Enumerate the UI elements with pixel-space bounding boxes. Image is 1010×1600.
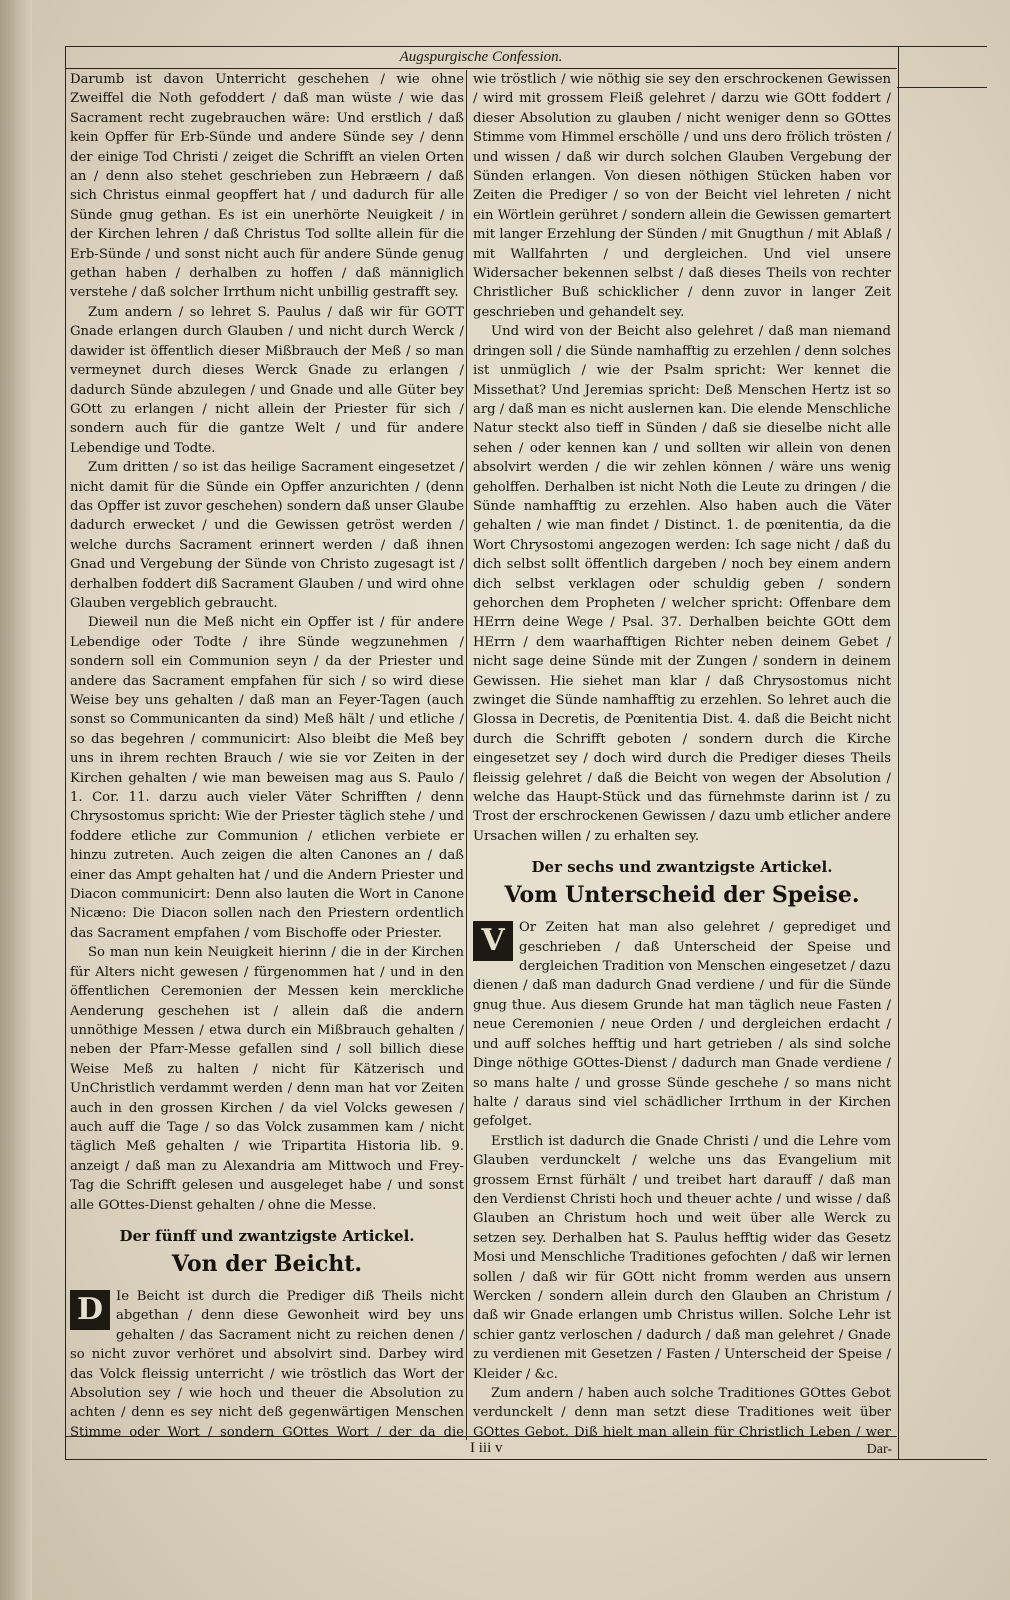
article-25-title: Von der Beicht. — [171, 1250, 363, 1277]
article-25-body: Ie Beicht ist durch die Prediger diß Theils nicht abgethan / denn diese Gewonheit wird bey uns gehalten / das Sacrament nicht zu reichen denen / so nicht zuvor verhöret und absolvirt sind. Darbey wird das Volck fleissig unterricht / wie tröstlich das Wort der Absolution sey / wie hoch und theuer die Absolution zu achten / denn es sey nicht deß gegenwärtigen Menschen Stimme oder Wort / sondern GOttes Wort / der da die — [70, 1288, 464, 1440]
running-header: Augspurgische Confession. — [65, 46, 897, 69]
article-26-subtitle: Der sechs und zwantzigste Artickel. — [531, 858, 833, 877]
paragraph: Zum andern / haben auch solche Traditiones GOttes Gebot verdunckelt / denn man setzt diese Traditiones weit über GOttes Gebot. Diß hielt man allein für Christlich Leben / wer — [473, 1386, 891, 1440]
article-26-title: Vom Unterscheid der Speise. — [504, 882, 860, 909]
margin-rule — [897, 87, 987, 88]
paragraph: Erstlich ist dadurch die Gnade Christi / und die Lehre vom Glauben verdunckelt / welche uns das Evangelium mit grossem Ernst fürhält / und treibet hart darauff / daß man den Verdienst Christi hoch und theuer achte / und wisse / daß Glauben an Christum hoch und weit über alle Werck zu setzen sey. Derhalben hat S. Paulus hefftig wider das Gesetz Mosi und Menschliche Traditiones gefochten / daß wir lernen sollen / daß wir für GOtt nicht fromm werden aus unsern Wercken / sondern allein durch den Glauben an Christum / daß wir Gnade erlangen umb Christus willen. Solche Lehr ist schier gantz verloschen / dadurch / daß man gelehret / Gnade zu verdienen mit Gesetzen / Fasten / Unterscheid der Speise / Kleider / &c. — [473, 1133, 891, 1382]
paragraph: Darumb ist davon Unterricht geschehen / wie ohne Zweiffel die Noth gefoddert / daß man wüste / wie das Sacrament recht zugebrauchen wäre: Und erstlich / daß kein Opffer für Erb-Sünde und andere Sünde sey / denn der einige Tod Christi / zeiget die Schrifft an vielen Orten an / denn also stehet geschrieben zun Hebræern / daß sich Christus einmal geopffert hat / und dadurch für alle Sünde gnug gethan. Es ist ein unerhörte Neuigkeit / in der Kirchen lehren / daß Christus Tod sollte allein für die Erb-Sünde / und sonst nicht auch für andere Sünde genug gethan haben / derhalben zu hoffen / daß männiglich verstehe / daß solcher Irrthum nicht unbillig gestrafft sey. — [70, 72, 464, 301]
article-25-subtitle: Der fünff und zwantzigste Artickel. — [119, 1226, 415, 1245]
paragraph: Zum dritten / so ist das heilige Sacrament eingesetzet / nicht damit für die Sünde ein Opffer anzurichten / (denn das Opffer ist zuvor geschehen) sondern daß unser Glaube dadurch erwecket / und die Gewissen getröst werden / welche durchs Sacrament erinnert werden / daß ihnen Gnad und Vergebung der Sünde von Christo zugesagt ist / derhalben foddert diß Sacrament Glauben / und wird ohne Glauben vergeblich gebraucht. — [70, 460, 464, 611]
paragraph: So man nun kein Neuigkeit hierinn / die in der Kirchen für Alters nicht gewesen / fürgenommen hat / und in den öffentlichen Ceremonien der Messen kein merckliche Aenderung geschehen ist / allein daß die andern unnöthige Messen / etwa durch ein Mißbrauch gehalten / neben der Pfarr-Messe gefallen sind / soll billich diese Weise Meß zu halten / nicht für Kätzerisch und UnChristlich verdammt werden / denn man hat vor Zeiten auch in den grossen Kirchen / da viel Volcks gewesen / auch auff die Tage / so das Volck zusammen kam / nicht täglich Meß gehalten / wie Tripartita Historia lib. 9. anzeigt / daß man zu Alexandria am Mittwoch und Frey-Tag die Schrifft gelesen und ausgeleget habe / und sonst alle GOttes-Dienst gehalten / ohne die Messe. — [70, 945, 464, 1213]
dropcap-initial: D — [70, 1290, 110, 1330]
article-26-body: Or Zeiten hat man also gelehret / geprediget und geschrieben / daß Unterscheid der Speise und dergleichen Tradition von Menschen eingesetzet / dazu dienen / daß man dadurch Gnad verdiene / und für die Sünde gnug thue. Aus diesem Grunde hat man täglich neue Fasten / neue Ceremonien / neue Orden / und dergleichen erdacht / und auff solches hefftig und hart getrieben / als sind solche Dinge nöthige GOttes-Dienst / dadurch man Gnade verdiene / so mans halte / und grosse Sünde geschehe / so mans nicht halte / daraus sind viel schädlicher Irrthum in der Kirchen gefolget. — [473, 920, 891, 1130]
article-25-text — [70, 1287, 464, 1440]
left-column — [70, 70, 464, 1440]
column-divider — [466, 70, 467, 1440]
dropcap-initial: V — [473, 921, 513, 961]
paragraph: wie tröstlich / wie nöthig sie sey den erschrockenen Gewissen / wird mit grossem Fleiß gelehret / darzu wie GOtt foddert / dieser Absolution zu glauben / nicht weniger denn so GOttes Stimme vom Himmel erschölle / und uns dero frölich trösten / und wissen / daß wir durch solchen Glauben Vergebung der Sünden erlangen. Von diesen nöthigen Stücken haben vor Zeiten die Prediger / so von der Beicht viel lehreten / nicht ein Wörtlein gerühret / sondern allein die Gewissen gemartert mit langer Erzehlung der Sünden / mit Gnugthun / mit Ablaß / mit Wallfahrten / und dergleichen. Und viel unsere Widersacher bekennen selbst / daß dieses Theils von rechter Christlicher Buß schicklicher / denn zuvor in langer Zeit geschrieben und gehandelt sey. — [473, 72, 891, 320]
bottom-rule — [65, 1436, 897, 1437]
catchword: Dar- — [866, 1442, 892, 1457]
page-gutter — [0, 0, 32, 1600]
signature-mark: I iii v — [470, 1440, 503, 1456]
margin-column — [897, 46, 987, 1460]
paragraph: Und wird von der Beicht also gelehret / daß man niemand dringen soll / die Sünde namhafftig zu erzehlen / denn solches ist unmüglich / wie der Psalm spricht: Wer kennet die Missethat? Und Jeremias spricht: Deß Menschen Hertz ist so arg / daß man es nicht auslernen kan. Die elende Menschliche Natur steckt also tieff in Sünden / daß sie dieselbe nicht alle sehen / oder kennen kan / und sollten wir allein von denen absolvirt werden / die wir zehlen können / wäre uns wenig geholffen. Derhalben ist nicht Noth die Leute zu dringen / die Sünde namhafftig zu erzehlen. Also haben auch die Väter gehalten / wie man findet / Distinct. 1. de pœnitentia, da die Wort Chrysostomi angezogen werden: Ich sage nicht / daß du dich selbst sollt öffentlich dargeben / noch bey einem andern dich selbst verklagen oder schuldig geben / sondern gehorchen dem Propheten / welcher spricht: Offenbare dem HErrn deine Wege / Psal. 37. Derhalben beichte GOtt dem HErrn / dem waarhafftigen Richter neben deinem Gebet / nicht sage deine Sünde mit der Zungen / sondern in deinem Gewissen. Hie siehet man klar / daß Chrysostomus nicht zwinget die Sünde namhafftig zu erzehlen. So lehret auch die Glossa in Decretis, de Pœnitentia Dist. 4. daß die Beicht nicht durch die Schrifft geboten / sondern durch die Kirche eingesetzet sey / doch wird durch die Prediger dieses Theils fleissig gelehret / daß die Beicht von wegen der Absolution / welche das Haupt-Stück und das fürnehmste darinn ist / zu Trost der erschrockenen Gewissen / dazu umb etlicher andere Ursachen willen / zu erhalten sey. — [473, 324, 891, 844]
article-26-text — [473, 918, 891, 1131]
right-column — [473, 70, 891, 1440]
paragraph: Dieweil nun die Meß nicht ein Opffer ist / für andere Lebendige oder Todte / ihre Sünde wegzunehmen / sondern soll ein Communion seyn / da der Priester und andere das Sacrament empfahen für sich / so wird diese Weise bey uns gehalten / daß man an Feyer-Tagen (auch sonst so Communicanten da sind) Meß hält / und etliche / so das begehren / communicirt: Also bleibt die Meß bey uns in ihrem rechten Brauch / wie sie vor Zeiten in der Kirchen gehalten / wie man beweisen mag aus S. Paulo / 1. Cor. 11. darzu auch vieler Väter Schrifften / denn Chrysostomus spricht: Wie der Priester täglich stehe / und foddere etliche zur Communion / etlichen verbiete er hinzu zutreten. Auch zeigen die alten Canones an / daß einer das Ampt gehalten hat / und die Andern Priester und Diacon communicirt: Denn also lauten die Wort in Canone Nicæno: Die Diacon sollen nach den Priestern ordentlich das Sacrament empfahen / vom Bischoffe oder Priester. — [70, 615, 464, 941]
paragraph: Zum andern / so lehret S. Paulus / daß wir für GOTT Gnade erlangen durch Glauben / und nicht durch Werck / dawider ist öffentlich dieser Mißbrauch der Meß / so man vermeynet durch dieses Werck Gnade zu erlangen / dadurch Sünde abzulegen / und Gnade und alle Güter bey GOtt zu erlangen / nicht allein der Priester für sich / sondern auch für die gantze Welt / und für andere Lebendige und Todte. — [70, 304, 464, 456]
